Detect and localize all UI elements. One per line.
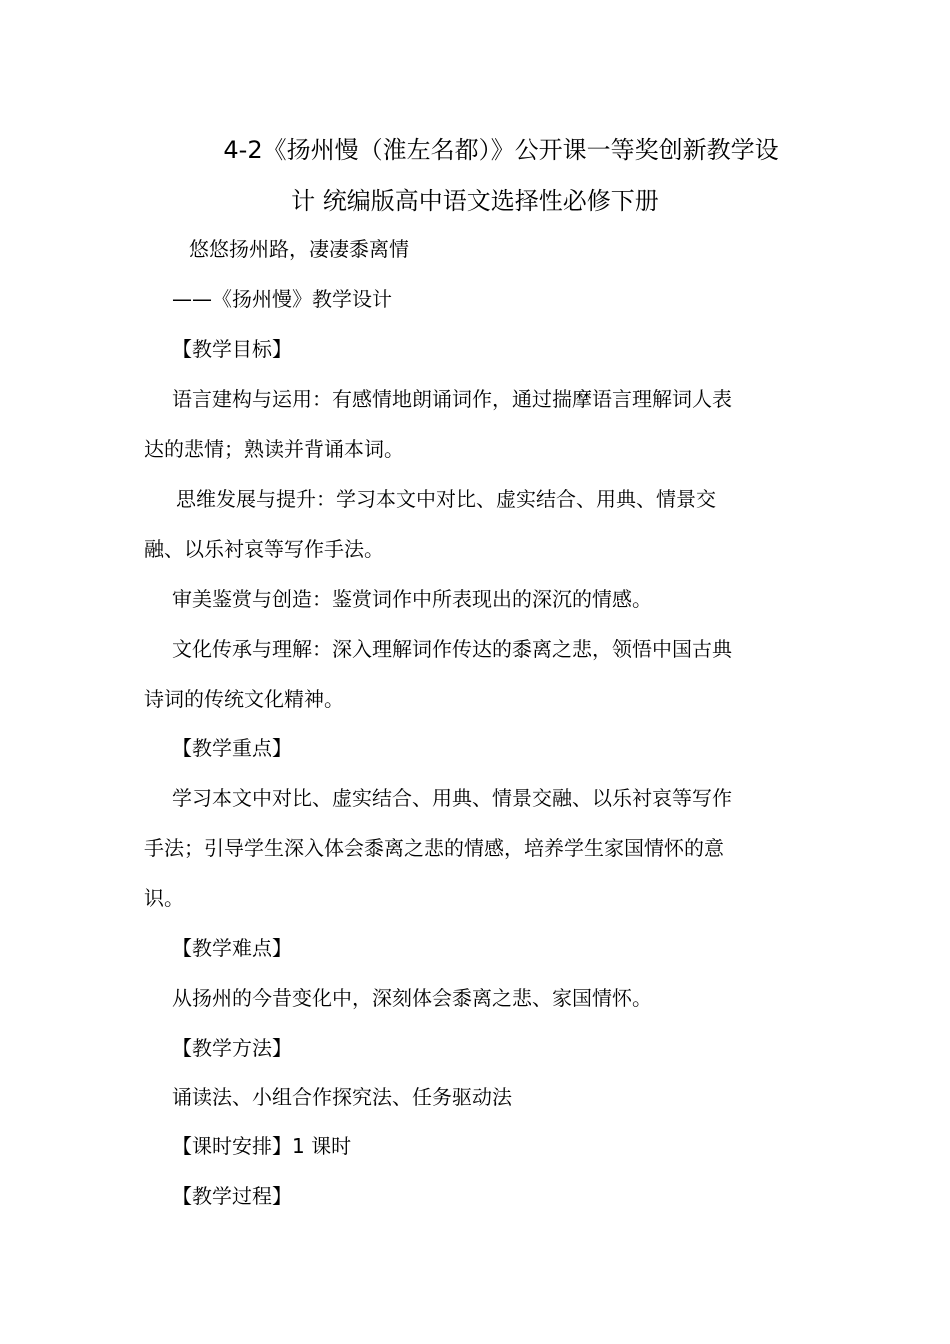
key-points-line-3: 识。 xyxy=(144,886,184,910)
document-title-line-2: 计 统编版高中语文选择性必修下册 xyxy=(291,187,659,215)
key-points-line-2: 手法；引导学生深入体会黍离之悲的情感，培养学生家国情怀的意 xyxy=(144,836,724,860)
section-heading-difficulty: 【教学难点】 xyxy=(172,936,292,960)
goal-4-line-2: 诗词的传统文化精神。 xyxy=(144,687,344,711)
goal-4-line-1: 文化传承与理解：深入理解词作传达的黍离之悲，领悟中国古典 xyxy=(172,637,732,661)
section-heading-process: 【教学过程】 xyxy=(172,1184,292,1208)
key-points-line-1: 学习本文中对比、虚实结合、用典、情景交融、以乐衬哀等写作 xyxy=(172,786,732,810)
document-subtitle-sub: ——《扬州慢》教学设计 xyxy=(172,287,392,311)
section-heading-schedule: 【课时安排】1 课时 xyxy=(172,1134,352,1158)
section-heading-method: 【教学方法】 xyxy=(172,1036,292,1060)
goal-2-line-1: 思维发展与提升：学习本文中对比、虚实结合、用典、情景交 xyxy=(176,487,716,511)
goal-1-line-2: 达的悲情；熟读并背诵本词。 xyxy=(144,437,404,461)
difficulty-text: 从扬州的今昔变化中，深刻体会黍离之悲、家国情怀。 xyxy=(172,986,652,1010)
goal-1-line-1: 语言建构与运用：有感情地朗诵词作，通过揣摩语言理解词人表 xyxy=(172,387,732,411)
goal-2-line-2: 融、以乐衬哀等写作手法。 xyxy=(144,537,384,561)
goal-3: 审美鉴赏与创造：鉴赏词作中所表现出的深沉的情感。 xyxy=(172,587,652,611)
document-title-line-1: 4-2《扬州慢（淮左名都）》公开课一等奖创新教学设 xyxy=(223,136,779,164)
method-text: 诵读法、小组合作探究法、任务驱动法 xyxy=(172,1085,512,1109)
document-subtitle: 悠悠扬州路，凄凄黍离情 xyxy=(189,237,409,261)
section-heading-key-points: 【教学重点】 xyxy=(172,736,292,760)
section-heading-goals: 【教学目标】 xyxy=(172,337,292,361)
